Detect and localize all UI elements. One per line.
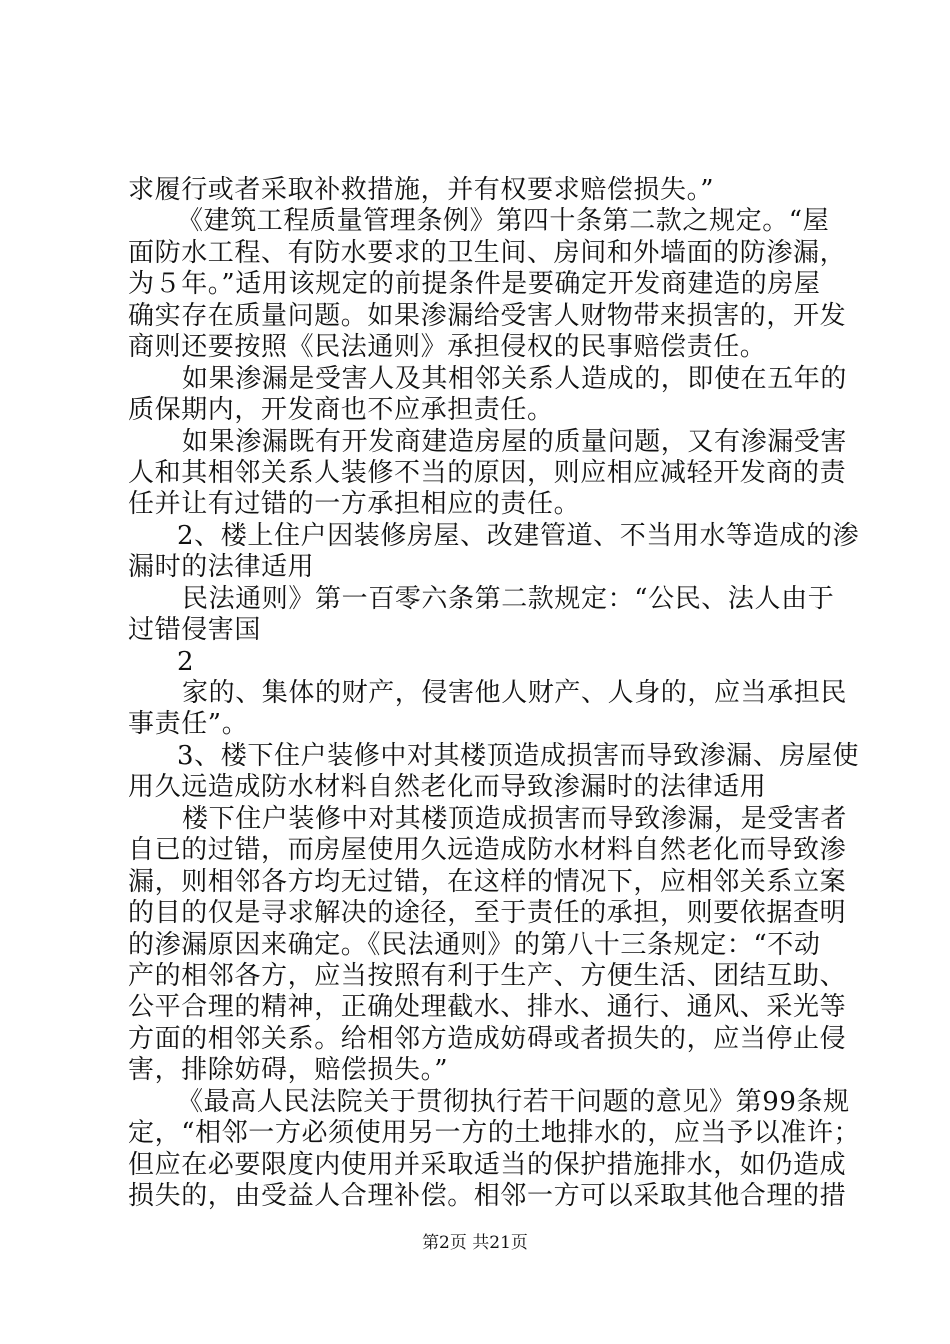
text-line: 面防水工程、有防水要求的卫生间、房间和外墙面的防渗漏，	[128, 238, 847, 268]
text-line: 2、楼上住户因装修房屋、改建管道、不当用水等造成的渗	[177, 521, 860, 551]
text-line: 的目的仅是寻求解决的途径，至于责任的承担，则要依据查明	[128, 898, 847, 928]
text-line: 3、楼下住户装修中对其楼顶造成损害而导致渗漏、房屋使	[177, 741, 860, 771]
text-line: 漏时的法律适用	[128, 552, 315, 582]
text-line: 事责任”。	[128, 709, 249, 739]
text-line: 如果渗漏是受害人及其相邻关系人造成的，即使在五年的	[182, 364, 848, 394]
text-line: 用久远造成防水材料自然老化而导致渗漏时的法律适用	[128, 772, 767, 802]
text-line: 公平合理的精神，正确处理截水、排水、通行、通风、采光等	[128, 992, 847, 1022]
text-line: 过错侵害国	[128, 615, 262, 645]
text-line: 人和其相邻关系人装修不当的原因，则应相应减轻开发商的责	[128, 458, 847, 488]
text-line: 《建筑工程质量管理条例》第四十条第二款之规定。“屋	[177, 206, 830, 236]
text-line: 产的相邻各方，应当按照有利于生产、方便生活、团结互助、	[128, 961, 847, 991]
text-line: 为５年。”适用该规定的前提条件是要确定开发商建造的房屋	[128, 269, 821, 299]
text-line: 质保期内，开发商也不应承担责任。	[128, 395, 554, 425]
text-line: 商则还要按照《民法通则》承担侵权的民事赔偿责任。	[128, 332, 767, 362]
text-line: 2	[177, 647, 195, 677]
text-line: 楼下住户装修中对其楼顶造成损害而导致渗漏，是受害者	[182, 804, 848, 834]
text-line: 的渗漏原因来确定。《民法通则》的第八十三条规定：“不动	[128, 930, 821, 960]
text-line: 方面的相邻关系。给相邻方造成妨碍或者损失的，应当停止侵	[128, 1024, 847, 1054]
text-line: 任并让有过错的一方承担相应的责任。	[128, 489, 581, 519]
text-line: 定，“相邻一方必须使用另一方的土地排水的，应当予以准许；	[128, 1118, 861, 1148]
text-line: 自已的过错，而房屋使用久远造成防水材料自然老化而导致渗	[128, 835, 847, 865]
text-line: 漏，则相邻各方均无过错，在这样的情况下，应相邻关系立案	[128, 867, 847, 897]
text-line: 民法通则》第一百零六条第二款规定：“公民、法人由于	[182, 584, 835, 614]
text-line: 损失的，由受益人合理补偿。相邻一方可以采取其他合理的措	[128, 1181, 847, 1211]
text-line: 《最高人民法院关于贯彻执行若干问题的意见》第99条规	[177, 1087, 850, 1117]
page-footer: 第2页 共21页	[422, 1233, 528, 1253]
text-line: 如果渗漏既有开发商建造房屋的质量问题，又有渗漏受害	[182, 427, 848, 457]
text-line: 但应在必要限度内使用并采取适当的保护措施排水，如仍造成	[128, 1150, 847, 1180]
text-line: 害，排除妨碍，赔偿损失。”	[128, 1055, 449, 1085]
text-line: 确实存在质量问题。如果渗漏给受害人财物带来损害的，开发	[128, 301, 847, 331]
text-line: 家的、集体的财产，侵害他人财产、人身的，应当承担民	[182, 678, 848, 708]
text-line: 求履行或者采取补救措施，并有权要求赔偿损失。”	[128, 175, 715, 205]
